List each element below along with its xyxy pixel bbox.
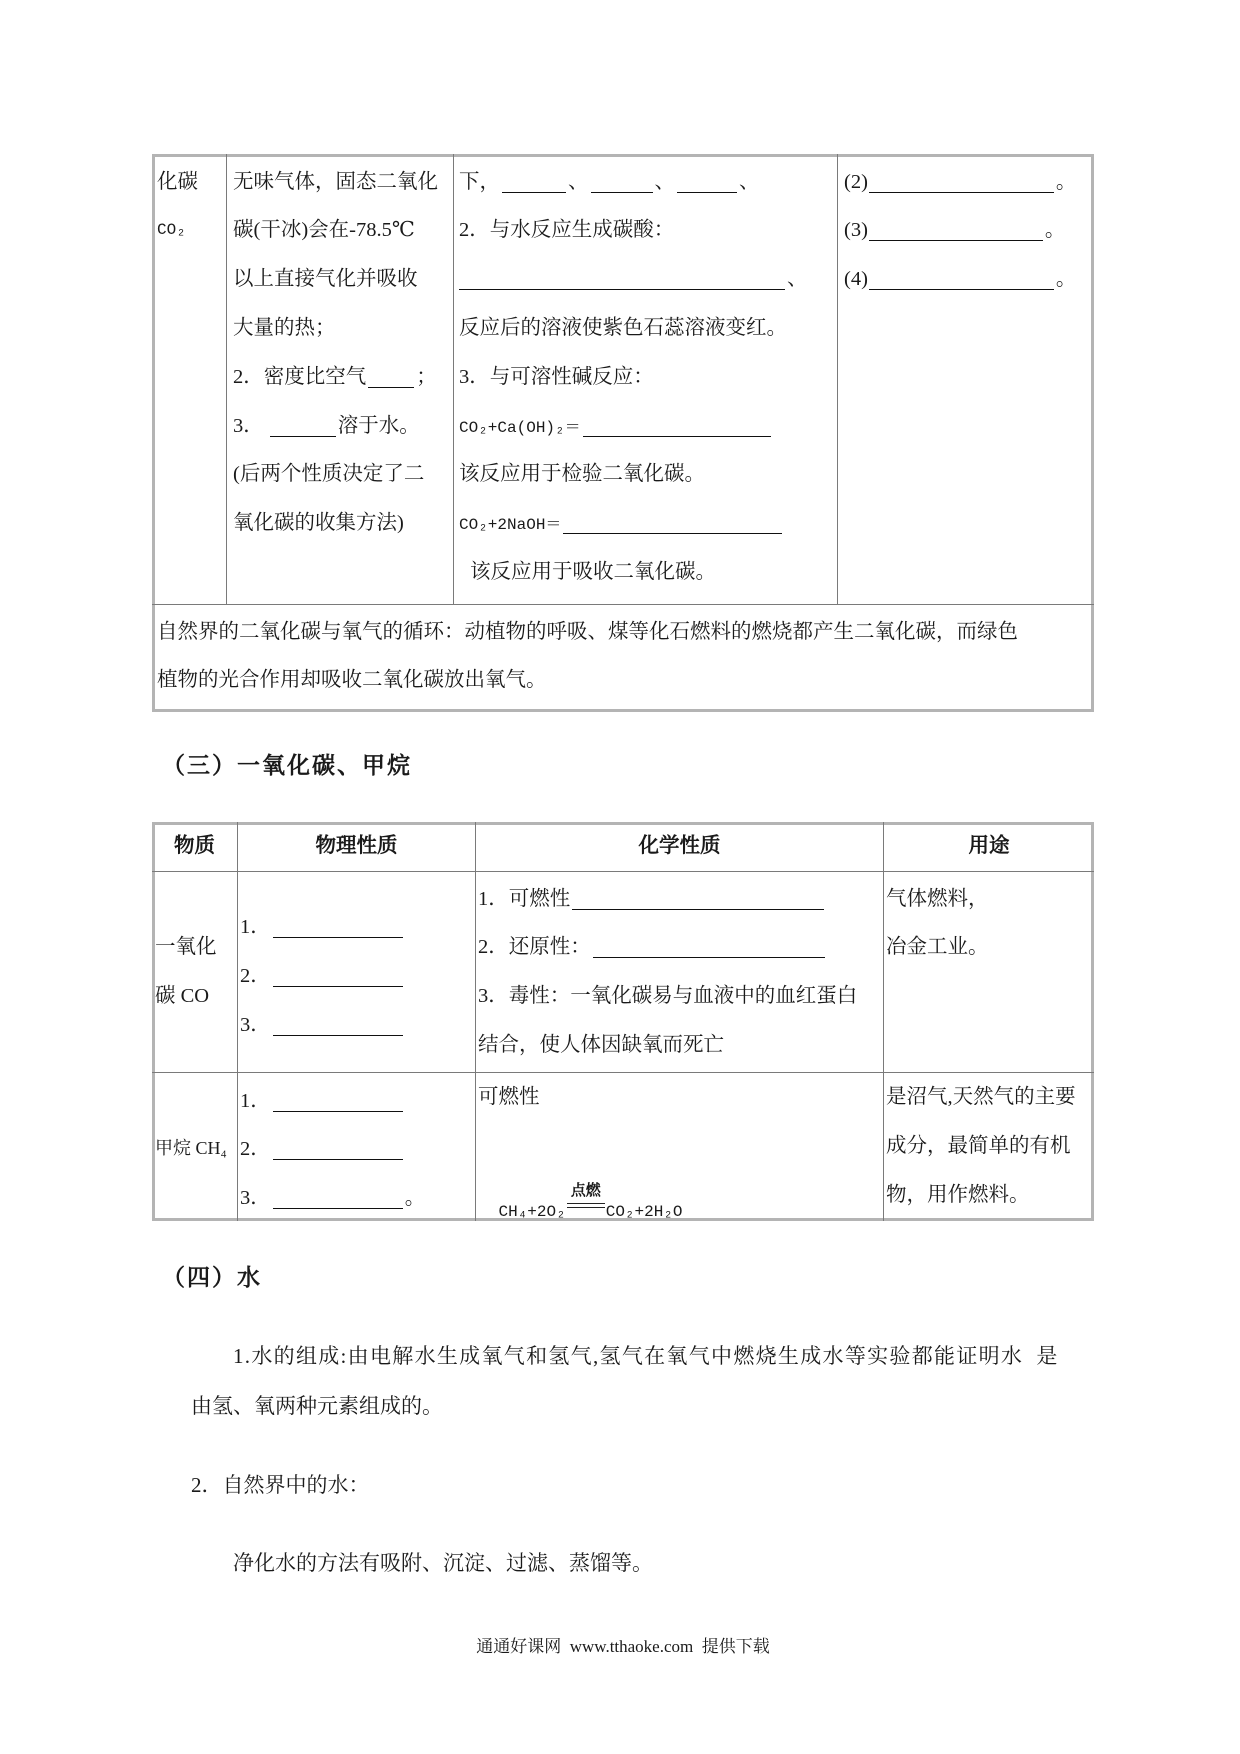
note-line: 植物的光合作用却吸收二氧化碳放出氧气。 <box>157 669 547 692</box>
note-line: 自然界的二氧化碳与氧气的循环：动植物的呼吸、煤等化石燃料的燃烧都产生二氧化碳，而绿色 <box>157 620 1018 643</box>
section-heading: （四）水 <box>162 1265 262 1290</box>
line-text: 1． <box>240 1089 271 1112</box>
reaction-condition <box>567 1183 605 1211</box>
fill-blank <box>459 289 785 290</box>
physical-line-density <box>233 353 453 402</box>
co-chemical-cell <box>476 872 884 1073</box>
paragraph-line: 由氢、氧两种元素组成的。 <box>191 1394 443 1418</box>
co2-physical-properties-cell <box>227 154 454 604</box>
line-text: 2．还原性： <box>478 936 591 959</box>
column-header-substance: 物质 <box>152 822 238 872</box>
column-header-uses: 用途 <box>884 822 1094 872</box>
co-substance-cell <box>152 872 238 1073</box>
line-text: 。 <box>404 1187 426 1210</box>
column-header-chemical: 化学性质 <box>476 822 884 872</box>
physical-line-solubility <box>233 402 453 451</box>
line-text: 、 <box>787 268 808 291</box>
use-line: 气体燃料， <box>886 887 989 910</box>
line-text: 3． <box>233 414 264 437</box>
physical-line <box>240 1174 475 1223</box>
page-footer: 通通好课网 www.tthaoke.com 提供下载 <box>476 1637 770 1656</box>
use-line: 成分，最简单的有机 <box>886 1134 1071 1157</box>
fill-blank <box>502 192 566 193</box>
substance-line: 碳 CO <box>155 984 210 1007</box>
physical-line <box>240 952 475 1001</box>
ch4-uses-cell <box>884 1073 1094 1221</box>
fill-blank <box>572 909 824 910</box>
section-heading: （三）一氧化碳、甲烷 <box>162 753 412 778</box>
line-text: 2． <box>240 1138 271 1161</box>
physical-line: (后两个性质决定了二 <box>233 463 425 486</box>
fill-blank <box>273 986 403 987</box>
chemical-line: 3．与可溶性碱反应： <box>459 365 654 388</box>
fill-blank <box>273 1111 403 1112</box>
fill-blank <box>583 436 771 437</box>
chemical-line: 该反应用于检验二氧化碳。 <box>459 463 705 486</box>
physical-line <box>240 903 475 952</box>
chemical-line-limewater-equation <box>459 402 837 451</box>
fill-blank <box>368 387 414 388</box>
co-physical-cell <box>238 872 476 1073</box>
fill-blank <box>869 240 1043 241</box>
physical-line: 以上直接气化并吸收 <box>233 268 418 291</box>
use-line: 冶金工业。 <box>886 936 989 959</box>
equation-products: CO₂+2H₂O <box>605 1202 683 1221</box>
line-text: 、 <box>654 170 675 193</box>
line-text: (3) <box>844 219 868 242</box>
chemical-line-equation-blank <box>459 255 837 304</box>
co2-uses-cell <box>838 154 1094 604</box>
fill-blank <box>273 1159 403 1160</box>
co2-substance-cell <box>152 154 227 604</box>
equation-reactants: CH₄+2O₂ <box>498 1202 566 1221</box>
physical-line: 碳(干冰)会在-78.5℃ <box>233 219 415 242</box>
fill-blank <box>273 1035 403 1036</box>
fill-blank <box>869 192 1054 193</box>
line-text: ； <box>416 365 437 388</box>
fill-blank <box>677 192 737 193</box>
physical-line <box>240 1125 475 1174</box>
fill-blank <box>273 937 403 938</box>
line-text: 2． <box>240 964 271 987</box>
physical-line <box>240 1001 475 1050</box>
column-header-physical: 物理性质 <box>238 822 476 872</box>
chemical-line <box>478 923 883 972</box>
paragraph-line: 净化水的方法有吸附、沉淀、过滤、蒸馏等。 <box>233 1551 653 1575</box>
paragraph-line: 2．自然界中的水： <box>191 1473 370 1497</box>
chemical-line: 2．与水反应生成碳酸： <box>459 219 675 242</box>
chemical-line: 反应后的溶液使紫色石蕊溶液变红。 <box>459 316 787 339</box>
fill-blank <box>563 533 782 534</box>
chemical-label: 可燃性 <box>478 1086 540 1108</box>
condition-text: 点燃 <box>570 1183 601 1200</box>
ch4-physical-cell <box>238 1073 476 1221</box>
line-text: 溶于水。 <box>337 414 420 437</box>
co2-chemical-properties-cell <box>454 154 838 604</box>
line-text: 。 <box>1044 219 1066 242</box>
chemical-line: 3．毒性：一氧化碳易与血液中的血红蛋白 <box>478 985 858 1008</box>
use-line: 物，用作燃料。 <box>886 1183 1030 1206</box>
substance-formula: CO₂ <box>157 221 186 240</box>
line-text: 3． <box>240 1013 271 1036</box>
line-text: 1．可燃性 <box>478 887 571 910</box>
physical-line: 大量的热； <box>233 316 336 339</box>
ch4-chemical-cell <box>476 1073 884 1221</box>
line-text: 1． <box>240 916 271 938</box>
physical-line: 氧化碳的收集方法) <box>233 512 404 535</box>
physical-line: 无味气体，固态二氧化 <box>233 170 438 193</box>
equation-text: CO₂+2NaOH＝ <box>459 516 562 535</box>
fill-blank <box>273 1208 403 1209</box>
line-text: 。 <box>1055 268 1077 291</box>
substance-name: 化碳 <box>157 170 198 193</box>
line-text: 、 <box>568 170 589 193</box>
line-text: (4) <box>844 268 868 291</box>
physical-line <box>240 1077 475 1126</box>
line-text: (2) <box>844 170 868 193</box>
fill-blank <box>591 192 653 193</box>
line-text: 下， <box>459 170 500 193</box>
co-uses-cell <box>884 872 1094 1073</box>
chemical-line-blanks <box>459 158 837 207</box>
substance-line: 一氧化 <box>155 936 217 958</box>
use-line: 是沼气,天然气的主要 <box>886 1086 1076 1108</box>
substance-line: 甲烷 CH₄ <box>155 1137 227 1158</box>
use-line <box>844 255 1094 304</box>
fill-blank <box>270 436 336 437</box>
chemical-line: 该反应用于吸收二氧化碳。 <box>470 560 716 583</box>
line-text: 2．密度比空气 <box>233 365 367 388</box>
use-line <box>844 158 1094 207</box>
fill-blank <box>593 957 825 958</box>
paragraph-line: 1.水的组成:由电解水生成氧气和氢气,氢气在氧气中燃烧生成水等实验都能证明水 是 <box>233 1344 1059 1368</box>
line-text: 3． <box>240 1187 271 1210</box>
use-line <box>844 206 1094 255</box>
carbon-oxygen-cycle-note <box>152 604 1094 712</box>
line-text: 。 <box>1055 170 1077 193</box>
chemical-line <box>478 875 883 924</box>
line-text: 、 <box>739 170 760 193</box>
ch4-substance-cell <box>152 1073 238 1221</box>
methane-combustion-equation <box>478 1137 883 1221</box>
equation-text: CO₂+Ca(OH)₂＝ <box>459 418 581 437</box>
chemical-line-naoh-equation <box>459 499 837 548</box>
fill-blank <box>869 289 1054 290</box>
chemical-line: 结合，使人体因缺氧而死亡 <box>478 1033 724 1056</box>
double-equals-sign <box>567 1203 605 1208</box>
